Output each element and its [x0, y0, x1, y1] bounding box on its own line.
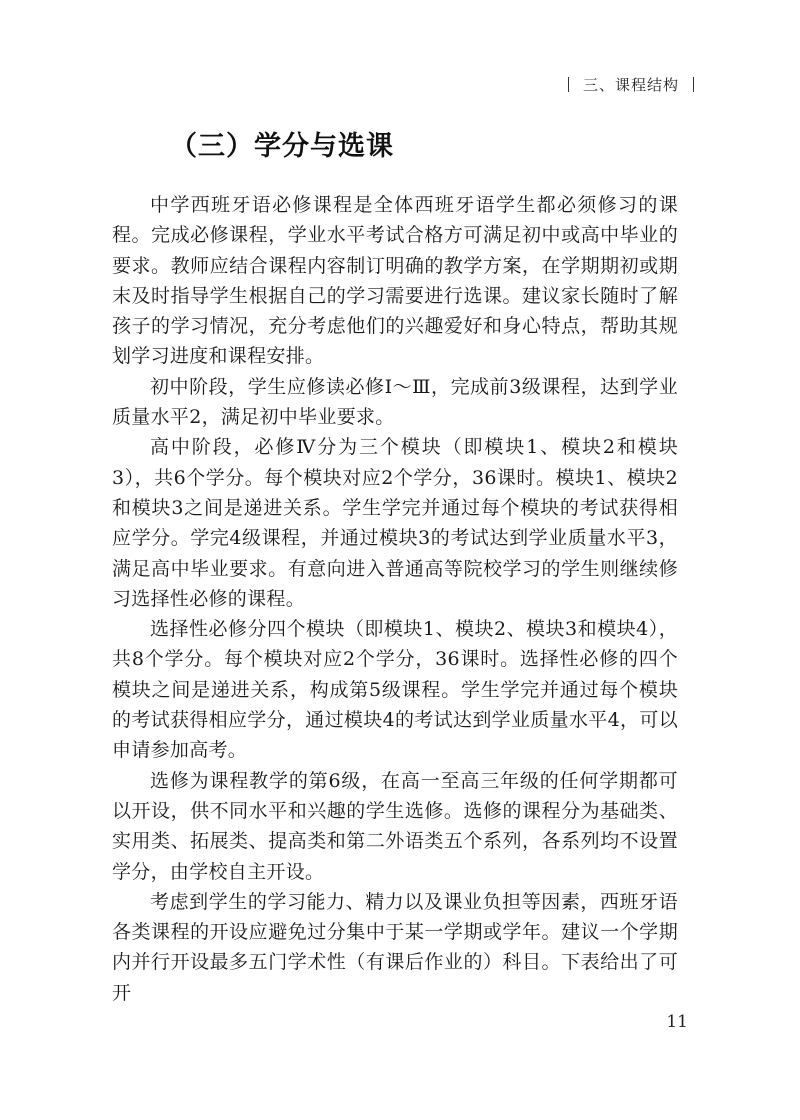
running-head	[568, 74, 694, 95]
body-text	[112, 190, 678, 1008]
section-title: 三、课程结构	[582, 76, 679, 94]
paragraph-1: 中学西班牙语必修课程是全体西班牙语学生都必须修习的课程。完成必修课程，学业水平考试合格方可满足初中或高中毕业的要求。教师应结合课程内容制订明确的教学方案，在学期期初或期末及时指导学生根据自己的学习需要进行选课。建议家长随时了解孩子的学习情况，充分考虑他们的兴趣爱好和身心特点，帮助其规划学习进度和课程安排。	[112, 194, 678, 368]
header-divider-left	[568, 77, 569, 92]
page-number: 11	[666, 1012, 688, 1032]
paragraph-2: 初中阶段，学生应修读必修Ⅰ～Ⅲ，完成前3级课程，达到学业质量水平2，满足初中毕业要求。	[112, 375, 678, 429]
section-heading: （三）学分与选课	[170, 131, 394, 162]
paragraph-6: 考虑到学生的学习能力、精力以及课业负担等因素，西班牙语各类课程的开设应避免过分集中于某一学期或学年。建议一个学期内并行开设最多五门学术性（有课后作业的）科目。下表给出了可开	[112, 890, 678, 1004]
header-divider-right	[693, 77, 694, 92]
paragraph-5: 选修为课程教学的第6级，在高一至高三年级的任何学期都可以开设，供不同水平和兴趣的学生选修。选修的课程分为基础类、实用类、拓展类、提高类和第二外语类五个系列，各系列均不设置学分，由学校自主开设。	[112, 769, 678, 883]
paragraph-4: 选择性必修分四个模块（即模块1、模块2、模块3和模块4），共8个学分。每个模块对应2个学分，36课时。选择性必修的四个模块之间是递进关系，构成第5级课程。学生学完并通过每个模块的考试获得相应学分，通过模块4的考试达到学业质量水平4，可以申请参加高考。	[112, 618, 678, 762]
paragraph-3: 高中阶段，必修Ⅳ分为三个模块（即模块1、模块2和模块3），共6个学分。每个模块对应2个学分，36课时。模块1、模块2和模块3之间是递进关系。学生学完并通过每个模块的考试获得相应学分。学完4级课程，并通过模块3的考试达到学业质量水平3，满足高中毕业要求。有意向进入普通高等院校学习的学生则继续修习选择性必修的课程。	[112, 436, 678, 610]
